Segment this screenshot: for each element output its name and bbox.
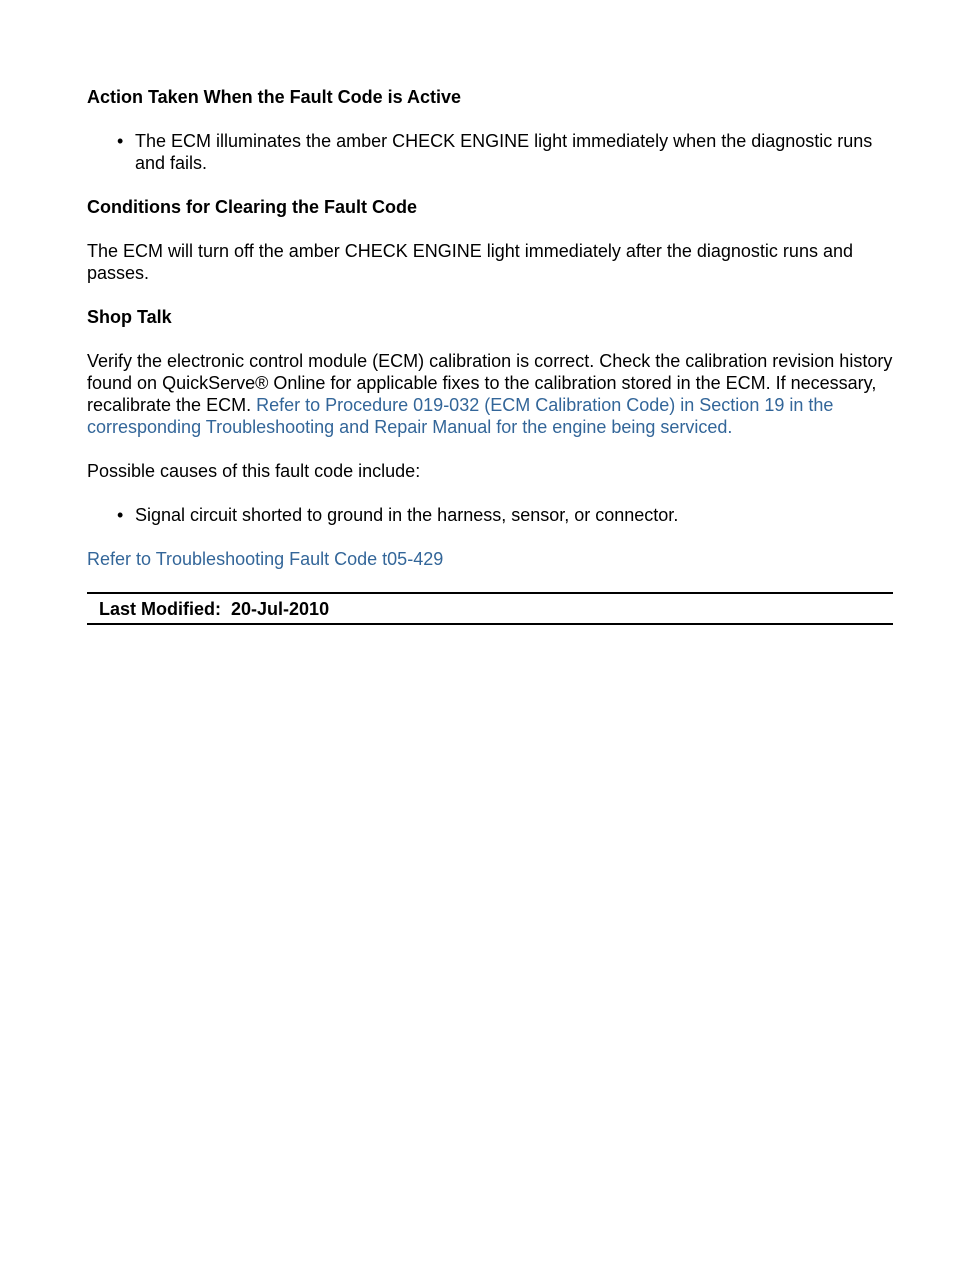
- heading-shop-talk: Shop Talk: [87, 307, 172, 327]
- clearing-paragraph: The ECM will turn off the amber CHECK ENGINE light immediately after the diagnostic runs and passes.: [87, 241, 853, 283]
- last-modified-bar: [87, 592, 893, 625]
- list-item: [87, 130, 893, 174]
- causes-intro: Possible causes of this fault code include:: [87, 461, 421, 481]
- heading-action-taken: Action Taken When the Fault Code is Active: [87, 87, 462, 107]
- document-body: [87, 86, 893, 625]
- shop-talk-paragraph: [87, 350, 893, 438]
- fault-code-t05-429-link[interactable]: Refer to Troubleshooting Fault Code t05-429: [87, 549, 444, 569]
- last-modified-date: 20-Jul-2010: [231, 598, 330, 619]
- procedure-019-032-link[interactable]: Refer to Procedure 019-032 (ECM Calibration Code) in Section 19 in the corresponding Troubleshooting and Repair Manual for the engine being serviced.: [87, 395, 834, 437]
- shop-talk-text: Verify the electronic control module (ECM) calibration is correct. Check the calibration revision history found on QuickServe® Online for applicable fixes to the calibration stored in the ECM. If necessary, recalibrate the ECM.: [87, 351, 893, 415]
- bullet-icon: •: [117, 505, 124, 525]
- heading-clearing-conditions: Conditions for Clearing the Fault Code: [87, 197, 417, 217]
- cause-bullet-text: Signal circuit shorted to ground in the harness, sensor, or connector.: [135, 505, 679, 525]
- refer-paragraph: [87, 548, 893, 570]
- bullet-icon: •: [117, 131, 124, 151]
- list-item: [87, 504, 893, 526]
- last-modified-label: Last Modified:: [99, 598, 221, 619]
- causes-bullet-list: [87, 504, 893, 526]
- action-bullet-text: The ECM illuminates the amber CHECK ENGINE light immediately when the diagnostic runs and fails.: [135, 131, 873, 173]
- action-bullet-list: [87, 130, 893, 174]
